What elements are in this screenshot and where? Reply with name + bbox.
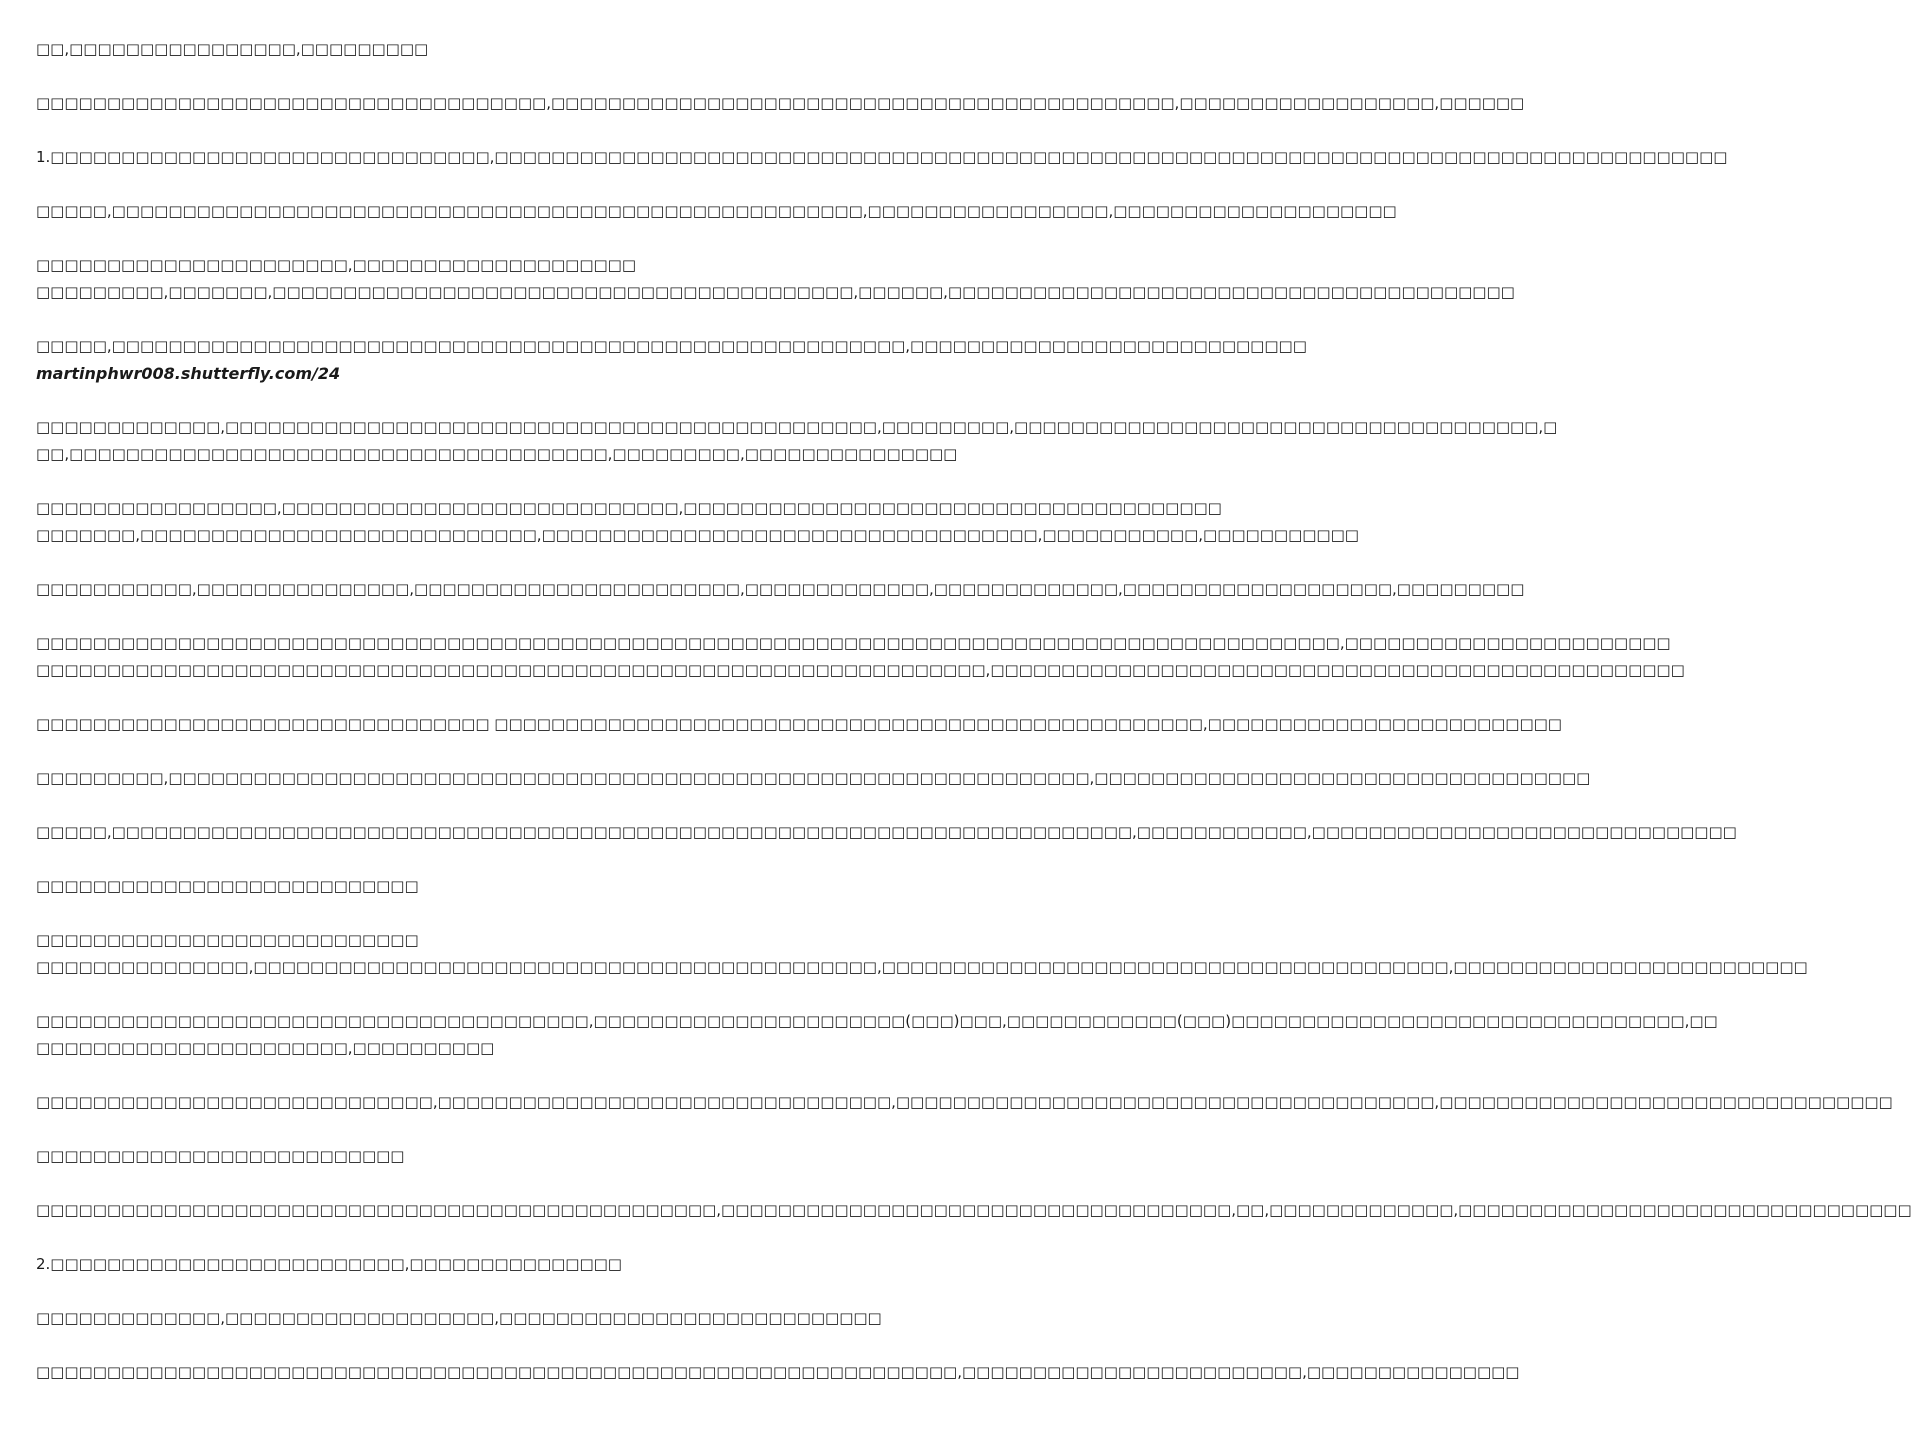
text-line: □□□□□,□□□□□□□□□□□□□□□□□□□□□□□□□□□□□□□□□□□□□□□□□□□□□□□□□□□□□,□□□□□□□□□□□□□□□□□,□□□□□□□□□□□□□□□□□□□□ <box>36 202 1397 220</box>
text-line: □□□□□□□□□□□□□□□□□□□□□□□□□□□□□□□□ □□□□□□□□□□□□□□□□□□□□□□□□□□□□□□□□□□□□□□□□□□□□□□□□□□,□□□□□□□□□□□□□□□□□□□□□□□□□ <box>36 715 1562 733</box>
text-line: □□□□□□□□□□□□□,□□□□□□□□□□□□□□□□□□□□□□□□□□□□□□□□□□□□□□□□□□□□□□,□□□□□□□□□,□□□□□□□□□□□□□□□□□□□□□□□□□□□□□□□□□□□□□,□ <box>36 418 1558 436</box>
paragraph <box>36 711 1562 738</box>
paragraph <box>36 1143 990 1170</box>
paragraph <box>36 927 1808 981</box>
text-line: □□□□□□□□□□□□□□□□□,□□□□□□□□□□□□□□□□□□□□□□□□□□□□,□□□□□□□□□□□□□□□□□□□□□□□□□□□□□□□□□□□□□□ <box>36 499 1222 517</box>
text-line: □□,□□□□□□□□□□□□□□□□,□□□□□□□□□ <box>36 40 429 58</box>
document-body <box>36 36 1912 1413</box>
paragraph <box>36 144 1728 171</box>
url-link[interactable]: martinphwr008.shutterfly.com/24 <box>36 364 341 383</box>
paragraph <box>36 630 1685 684</box>
paragraph <box>36 1197 1912 1224</box>
paragraph <box>36 252 1515 306</box>
text-line: □□□□□□□□□□□□□□□□□□□□□□□□□□□ <box>36 931 419 949</box>
text-line: □□□□□□□□□□□□□□□□□□□□□□,□□□□□□□□□□ <box>36 1039 495 1057</box>
text-line: □□□□□□□□□□□□□,□□□□□□□□□□□□□□□□□□□,□□□□□□□□□□□□□□□□□□□□□□□□□□□ <box>36 1309 882 1327</box>
paragraph <box>36 765 1591 792</box>
text-line: □□□□□□□□□□□□□□□□□□□□□□□□□□□□□□□□□□□□□□□□□□□□□□□□□□□□□□□□□□□□□□□□□,□□□□□□□□□□□□□□□□□□□□□□□□,□□□□□□□□□□□□□□□ <box>36 1363 1520 1381</box>
text-line: 2.□□□□□□□□□□□□□□□□□□□□□□□□□,□□□□□□□□□□□□□□□ <box>36 1255 622 1273</box>
text-line: □□,□□□□□□□□□□□□□□□□□□□□□□□□□□□□□□□□□□□□□□,□□□□□□□□□,□□□□□□□□□□□□□□□ <box>36 445 958 463</box>
text-line: □□□□□,□□□□□□□□□□□□□□□□□□□□□□□□□□□□□□□□□□□□□□□□□□□□□□□□□□□□□□□□,□□□□□□□□□□□□□□□□□□□□□□□□□□□□ <box>36 337 1307 355</box>
paragraph <box>36 90 1525 117</box>
text-line: □□□□□□□□□□□□□□□□□□□□□□□□□□□□□□□□□□□□,□□□□□□□□□□□□□□□□□□□□□□□□□□□□□□□□□□□□□□□□□□□□,□□□□□□□□□□□□□□□□□□,□□□□□□ <box>36 94 1525 112</box>
text-line: □□□□□□□□□□□□□□□□□□□□□□□□□□□□□□□□□□□□□□□□□□□□□□□□□□□□□□□□□□□□□□□□□□□□□□□□□□□□□□□□□□□□□□□□□□□□,□□□□□□□□□□□□□□□□□□□□□□□ <box>36 634 1671 652</box>
paragraph <box>36 1305 990 1332</box>
text-line: 1.□□□□□□□□□□□□□□□□□□□□□□□□□□□□□□□,□□□□□□□□□□□□□□□□□□□□□□□□□□□□□□□□□□□□□□□□□□□□□□□□□□□□□□□□□□□□□□□□□□□□□□□□□□□□□□□□□□□□□□□ <box>36 148 1728 166</box>
text-line: □□□□□□□□□,□□□□□□□□□□□□□□□□□□□□□□□□□□□□□□□□□□□□□□□□□□□□□□□□□□□□□□□□□□□□□□□□□,□□□□□□□□□□□□□□□□□□□□□□□□□□□□□□□□□□□ <box>36 769 1591 787</box>
text-line: □□□□□□□□□□□□□□□□□□□□□□□□□□□ <box>36 877 419 895</box>
text-line: □□□□□□□□□□□□□□□□□□□□□□□□□□□□□□□□□□□□□□□□□□□□□□□□,□□□□□□□□□□□□□□□□□□□□□□□□□□□□□□□□□□□□,□□,□□□□□□□□□□□□□,□□□□□□□□□□□□□□□□□□□□□□□□□□□□□□□□ <box>36 1201 1912 1219</box>
paragraph <box>36 495 1359 549</box>
text-line: □□□□□□□□□□□□□□□□□□□□□□□□□□□□□□□□□□□□□□□□□□□□□□□□□□□□□□□□□□□□□□□□□□□,□□□□□□□□□□□□□□□□□□□□□□□□□□□□□□□□□□□□□□□□□□□□□□□□□ <box>36 661 1685 679</box>
paragraph <box>36 198 1397 225</box>
text-line: □□□□□□□□□□□,□□□□□□□□□□□□□□□,□□□□□□□□□□□□□□□□□□□□□□□,□□□□□□□□□□□□□,□□□□□□□□□□□□□,□□□□□□□□□□□□□□□□□□□,□□□□□□□□□ <box>36 580 1525 598</box>
text-line: □□□□□□□□□□□□□□□,□□□□□□□□□□□□□□□□□□□□□□□□□□□□□□□□□□□□□□□□□□□□,□□□□□□□□□□□□□□□□□□□□□□□□□□□□□□□□□□□□□□□□,□□□□□□□□□□□□□□□□□□□□□□□□□ <box>36 958 1808 976</box>
text-line: □□□□□□□□□□□□□□□□□□□□□□□□□□□□□□□□□□□□□□□,□□□□□□□□□□□□□□□□□□□□□□(□□□)□□□,□□□□□□□□□□□□(□□□)□□□□□□□□□□□□□□□□□□□□□□□□□□□□□□□□,□□ <box>36 1012 1718 1030</box>
text-line: □□□□□□□,□□□□□□□□□□□□□□□□□□□□□□□□□□□□,□□□□□□□□□□□□□□□□□□□□□□□□□□□□□□□□□□□,□□□□□□□□□□□,□□□□□□□□□□□ <box>36 526 1359 544</box>
paragraph <box>36 819 1737 846</box>
paragraph <box>36 333 1307 387</box>
text-line: □□□□□,□□□□□□□□□□□□□□□□□□□□□□□□□□□□□□□□□□□□□□□□□□□□□□□□□□□□□□□□□□□□□□□□□□□□□□□□,□□□□□□□□□□□□,□□□□□□□□□□□□□□□□□□□□□□□□□□□□□□ <box>36 823 1737 841</box>
paragraph <box>36 1251 990 1278</box>
paragraph <box>36 1008 1718 1062</box>
paragraph <box>36 873 990 900</box>
paragraph <box>36 1359 1520 1386</box>
text-line: □□□□□□□□□,□□□□□□□,□□□□□□□□□□□□□□□□□□□□□□□□□□□□□□□□□□□□□□□□□,□□□□□□,□□□□□□□□□□□□□□□□□□□□□□□□□□□□□□□□□□□□□□□□ <box>36 283 1515 301</box>
text-line: □□□□□□□□□□□□□□□□□□□□□□□□□□□□,□□□□□□□□□□□□□□□□□□□□□□□□□□□□□□□□,□□□□□□□□□□□□□□□□□□□□□□□□□□□□□□□□□□□□□□,□□□□□□□□□□□□□□□□□□□□□□□□□□□□□□□□ <box>36 1093 1893 1111</box>
text-line: □□□□□□□□□□□□□□□□□□□□□□,□□□□□□□□□□□□□□□□□□□□ <box>36 256 637 274</box>
paragraph <box>36 414 1558 468</box>
text-line: □□□□□□□□□□□□□□□□□□□□□□□□□□ <box>36 1147 405 1165</box>
paragraph <box>36 36 990 63</box>
paragraph <box>36 576 1525 603</box>
paragraph <box>36 1089 1893 1116</box>
